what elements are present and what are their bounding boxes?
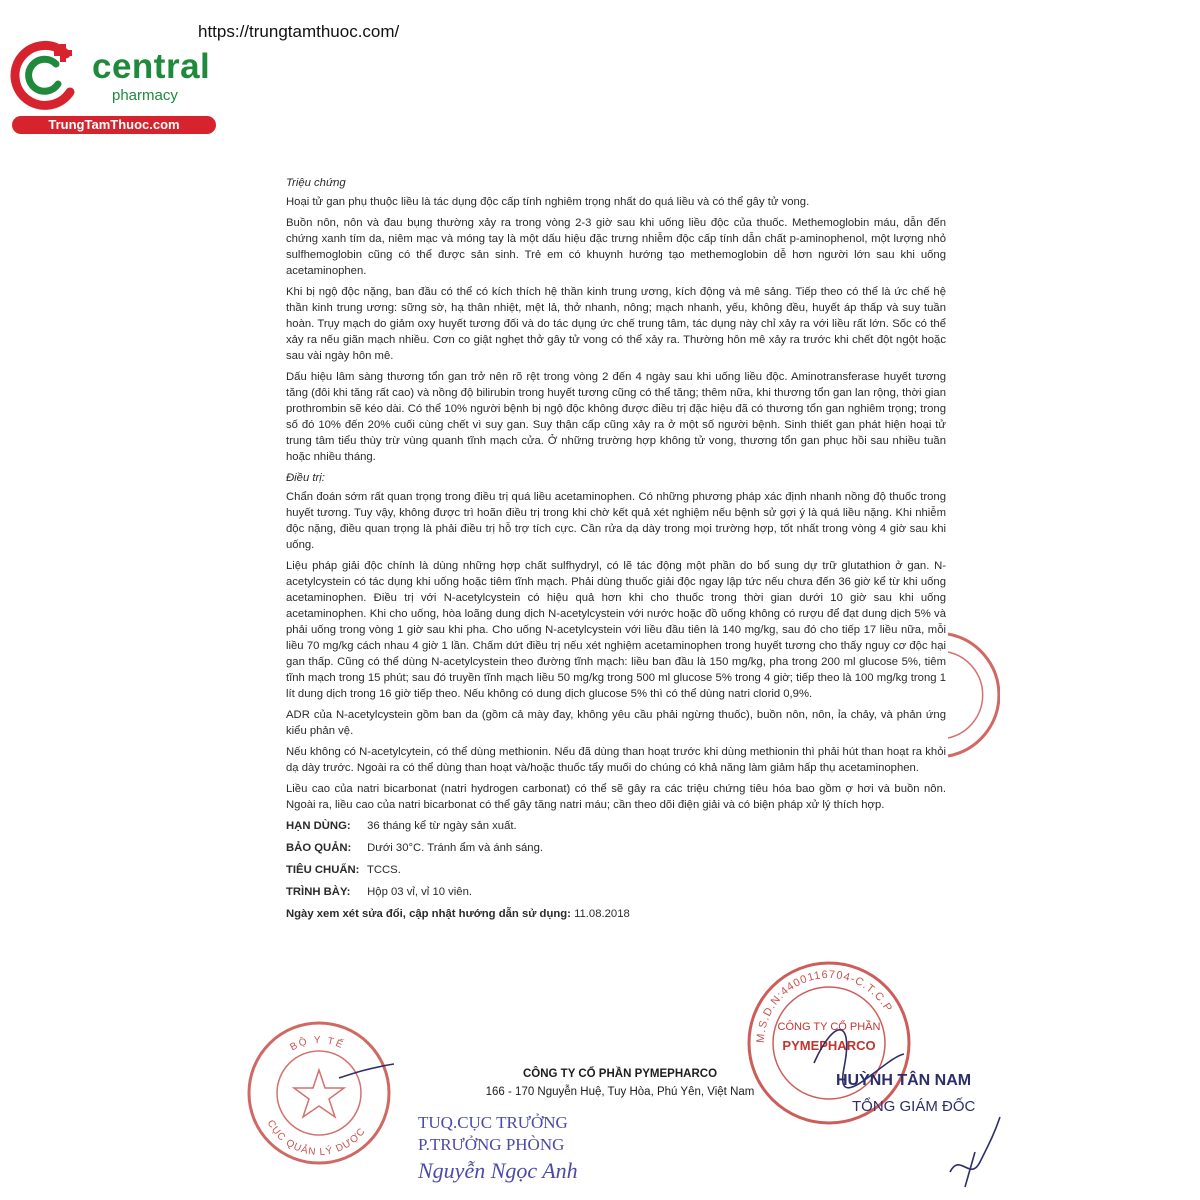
symptom-paragraph: Dấu hiệu lâm sàng thương tổn gan trở nên rõ rệt trong vòng 2 đến 4 ngày sau khi uống liều độc. Aminotransferase huyết tương tăng (đôi khi tăng rất cao) và nồng độ bilirubin trong huyết tương cũng có thể tăng; thêm nữa, khi thương tổn gan lan rộng, thời gian prothrombin sẽ kéo dài. Có thể 10% người bệnh bị ngộ độc không được điều trị đặc hiệu đã có thương tổn gan nghiêm trọng; trong số đó 10% đến 20% cuối cùng chết vì suy gan. Suy thận cấp cũng xảy ra ở một số người bệnh. Sinh thiết gan phát hiện hoại tử trung tâm tiểu thùy trừ vùng quanh tĩnh mạch cửa. Ở những trường hợp không tử vong, thương tổn gan phục hồi sau nhiều tuần hoặc nhiều tháng. [286,371,946,463]
company-address: 166 - 170 Nguyễn Huệ, Tuy Hòa, Phú Yên, Việt Nam [485,1086,755,1098]
edge-stamp [944,630,1000,760]
ministry-stamp [244,1018,394,1168]
company-stamp-text: M.S.D.N:4400116704-C.T.C.P [754,968,895,1044]
spec-value: Hộp 03 vỉ, vỉ 10 viên. [367,886,473,898]
treatment-paragraph: Liều cao của natri bicarbonat (natri hydrogen carbonat) có thể sẽ gây ra các triệu chứng tiêu hóa bao gồm ợ hơi và buồn nôn. Ngoài ra, liều cao của natri bicarbonat có thể gây tăng natri máu; cần theo dõi điện giải và có biện pháp xử lý thích hợp. [286,783,946,811]
company-stamp-center: CÔNG TY CỔ PHẦN [777,1021,881,1033]
spec-label: HẠN DÙNG: [286,820,351,832]
ministry-stamp-bottom: CỤC QUẢN LÝ DƯỢC [264,1118,369,1159]
treatment-heading: Điều trị: [286,472,325,484]
official-signature-block [418,1112,578,1182]
spec-value: 36 tháng kể từ ngày sản xuất. [367,820,517,832]
treatment-paragraph: ADR của N-acetylcystein gồm ban da (gồm cả mày đay, không yêu cầu phải ngừng thuốc), buồn nôn, nôn, ỉa chảy, và phản ứng kiểu phản vệ. [286,709,946,737]
signature-mark [940,1112,1010,1192]
symptom-paragraph: Buồn nôn, nôn và đau bụng thường xảy ra trong vòng 2-3 giờ sau khi uống liều độc của thuốc. Methemoglobin máu, dẫn đến chứng xanh tím da, niêm mạc và móng tay là một dấu hiệu đặc trưng nhiễm độc cấp tính dẫn chất p-aminophenol, một lượng nhỏ sulfhemoglobin cũng có thể được sản sinh. Trẻ em có khuynh hướng tạo methemoglobin dễ hơn người lớn sau khi uống acetaminophen. [286,217,946,277]
document-body [286,172,946,922]
spec-value: TCCS. [366,864,401,876]
logo-subtitle: pharmacy [112,87,178,104]
treatment-paragraph: Nếu không có N-acetylcytein, có thể dùng methionin. Nếu đã dùng than hoạt trước khi dùng methionin thì phải hút than hoạt ra khỏi dạ dày trước. Ngoài ra có thể dùng than hoạt và/hoặc thuốc tẩy muối do chúng có khả năng làm giảm hấp thụ acetaminophen. [286,746,946,774]
spec-label: BẢO QUẢN: [286,842,352,854]
spec-packaging [286,884,946,900]
spec-label: TRÌNH BÀY: [286,886,351,898]
company-block [470,1068,770,1098]
central-pharmacy-logo [8,36,223,136]
director-title: TỔNG GIÁM ĐỐC [852,1098,976,1115]
logo-icon [8,36,92,116]
spec-storage [286,840,946,856]
company-name: CÔNG TY CỔ PHẦN PYMEPHARCO [522,1068,718,1080]
spec-expiry [286,818,946,834]
director-signature-block [836,1072,975,1115]
official-line2: P.TRƯỞNG PHÒNG [418,1135,565,1154]
treatment-paragraph: Chẩn đoán sớm rất quan trọng trong điều trị quá liều acetaminophen. Có những phương pháp xác định nhanh nồng độ thuốc trong huyết tương. Tuy vậy, không được trì hoãn điều trị trong khi chờ kết quả xét nghiệm nếu bệnh sử gợi ý là quá liều nặng. Khi nhiễm độc nặng, điều quan trọng là phải điều trị hỗ trợ tích cực. Cần rửa dạ dày trong mọi trường hợp, tốt nhất trong vòng 4 giờ sau khi uống. [286,491,946,551]
spec-value: Dưới 30°C. Tránh ẩm và ánh sáng. [367,842,543,854]
company-stamp-name: PYMEPHARCO [782,1038,876,1053]
logo-brand: central [92,47,211,86]
spec-standard [286,862,946,878]
revision-date: 11.08.2018 [574,908,630,920]
symptoms-heading: Triệu chứng [286,177,346,189]
header-url[interactable]: https://trungtamthuoc.com/ [198,22,400,41]
director-name: HUỲNH TÂN NAM [836,1072,972,1089]
revision-label: Ngày xem xét sửa đổi, cập nhật hướng dẫn sử dụng: [286,908,571,920]
symptom-paragraph: Hoại tử gan phụ thuộc liều là tác dụng độc cấp tính nghiêm trọng nhất do quá liều và có thể gây tử vong. [286,196,810,208]
official-name: Nguyễn Ngọc Anh [418,1158,578,1183]
revision-date-line [286,906,946,922]
treatment-paragraph: Liệu pháp giải độc chính là dùng những hợp chất sulfhydryl, có lẽ tác động một phần do bổ sung dự trữ glutathion ở gan. N-acetylcystein có tác dụng khi uống hoặc tiêm tĩnh mạch. Phải dùng thuốc giải độc ngay lập tức nếu chưa đến 36 giờ kể từ khi uống acetaminophen. Điều trị với N-acetylcystein có hiệu quả hơn khi cho thuốc trong thời gian dưới 10 giờ sau khi uống acetaminophen. Khi cho uống, hòa loãng dung dịch N-acetylcystein với nước hoặc đồ uống không có rượu để đạt dung dịch 5% và phải uống trong vòng 1 giờ sau khi pha. Cho uống N-acetylcystein với liều đầu tiên là 140 mg/kg, sau đó cho tiếp 17 liều nữa, mỗi liều 70 mg/kg cách nhau 4 giờ 1 lần. Chấm dứt điều trị nếu xét nghiệm acetaminophen trong huyết tương cho thấy nguy cơ độc hại gan thấp. Cũng có thể dùng N-acetylcystein theo đường tĩnh mạch: liều ban đầu là 150 mg/kg, pha trong 200 ml glucose 5%, tiêm tĩnh mạch trong 15 phút; sau đó truyền tĩnh mạch liều 50 mg/kg trong 500 ml glucose 5% trong 4 giờ; tiếp theo là 100 mg/kg trong 1 lít dung dịch trong 16 giờ tiếp theo. Nếu không có dung dịch glucose 5% thì có thể dùng natri clorid 0,9%. [286,560,946,700]
spec-label: TIÊU CHUẨN: [286,864,360,876]
logo-site-bar[interactable]: TrungTamThuoc.com [12,116,216,134]
symptom-paragraph: Khi bị ngộ độc nặng, ban đầu có thể có kích thích hệ thần kinh trung ương, kích động và mê sảng. Tiếp theo có thể là ức chế hệ thần kinh trung ương: sững sờ, hạ thân nhiệt, mệt lả, thở nhanh, nông; mạch nhanh, yếu, không đều, huyết áp thấp và suy tuần hoàn. Trụy mạch do giảm oxy huyết tương đối và do tác dụng ức chế trung tâm, tác dụng này chỉ xảy ra với liều rất lớn. Sốc có thể xảy ra nếu giãn mạch nhiều. Cơn co giật nghẹt thở gây tử vong có thể xảy ra. Thường hôn mê xảy ra trước khi chết đột ngột hoặc sau vài ngày hôn mê. [286,286,946,362]
ministry-stamp-text: BỘ Y TẾ [288,1034,346,1054]
official-line1: TUQ.CỤC TRƯỞNG [418,1113,568,1132]
